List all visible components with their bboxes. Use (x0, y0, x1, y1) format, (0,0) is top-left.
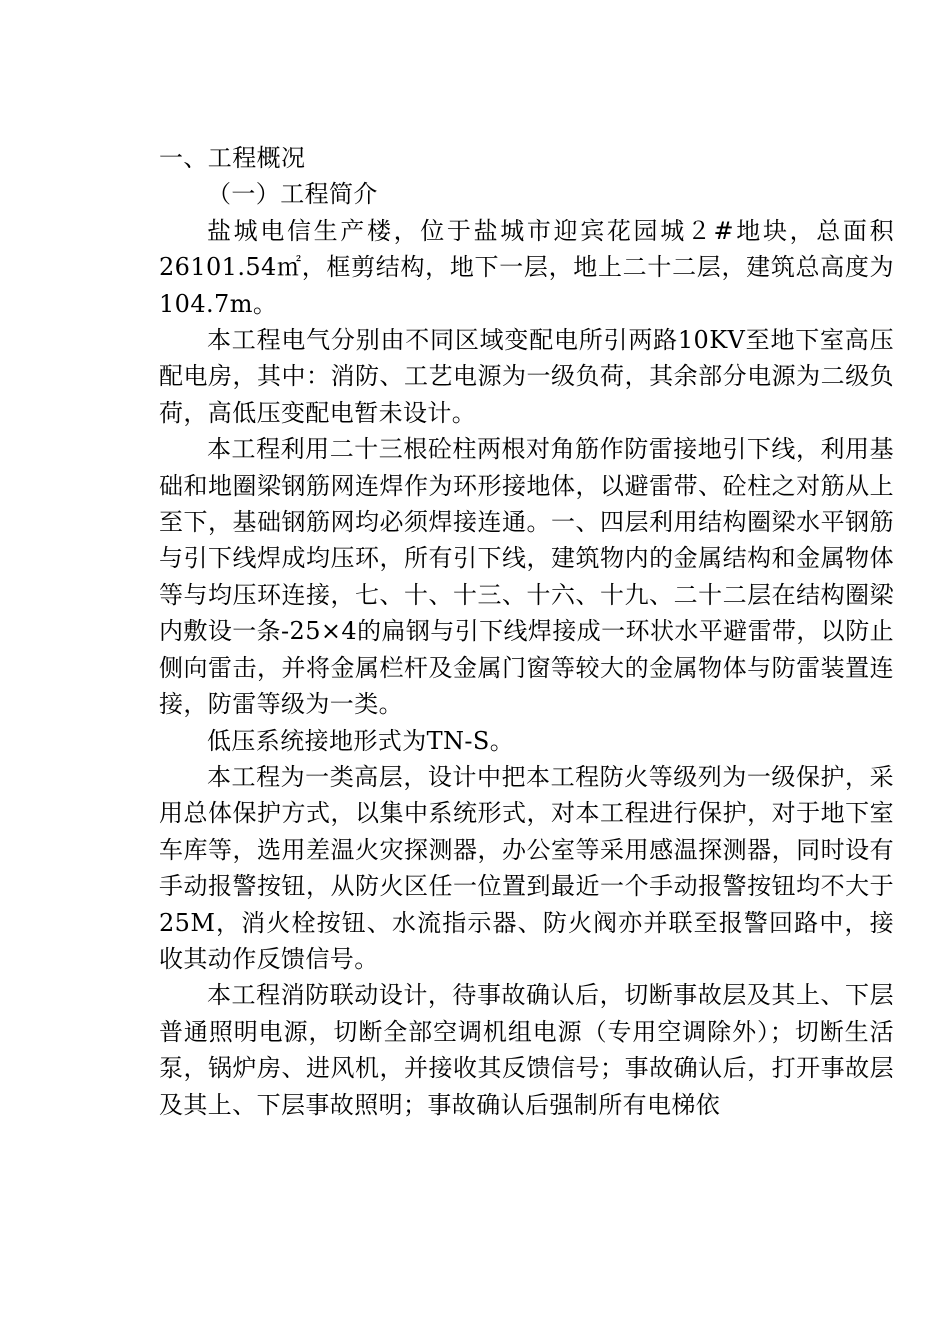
paragraph-overview: 盐城电信生产楼，位于盐城市迎宾花园城２#地块，总面积26101.54㎡，框剪结构，地下一层，地上二十二层，建筑总高度为104.7m。 (159, 216, 894, 318)
section-heading: 一、工程概况 (159, 144, 306, 172)
subsection-heading: （一）工程简介 (207, 180, 378, 209)
paragraph-fire-alarm: 本工程为一类高层，设计中把本工程防火等级列为一级保护，采用总体保护方式，以集中系统形式，对本工程进行保护，对于地下室车库等，选用差温火灾探测器，办公室等采用感温探测器，同时设有手动报警按钮，从防火区任一位置到最近一个手动报警按钮均不大于25M，消火栓按钮、水流指示器、防火阀亦并联至报警回路中，接收其动作反馈信号。 (159, 762, 894, 973)
paragraph-grounding-system: 低压系统接地形式为TN-S。 (207, 726, 515, 755)
paragraph-power-supply: 本工程电气分别由不同区域变配电所引两路10KV至地下室高压配电房，其中：消防、工艺电源为一级负荷，其余部分电源为二级负荷，高低压变配电暂未设计。 (159, 326, 894, 427)
document-body (159, 140, 894, 1123)
paragraph-lightning-protection: 本工程利用二十三根砼柱两根对角筋作防雷接地引下线，利用基础和地圈梁钢筋网连焊作为环形接地体，以避雷带、砼柱之对筋从上至下，基础钢筋网均必须焊接连通。一、四层利用结构圈梁水平钢筋与引下线焊成均压环，所有引下线，建筑物内的金属结构和金属物体等与均压环连接，七、十、十三、十六、十九、二十二层在结构圈梁内敷设一条-25×4的扁钢与引下线焊接成一环状水平避雷带，以防止侧向雷击，并将金属栏杆及金属门窗等较大的金属物体与防雷装置连接，防雷等级为一类。 (159, 435, 894, 719)
paragraph-fire-linkage: 本工程消防联动设计，待事故确认后，切断事故层及其上、下层普通照明电源，切断全部空调机组电源（专用空调除外）；切断生活泵，锅炉房、进风机，并接收其反馈信号；事故确认后，打开事故层及其上、下层事故照明；事故确认后强制所有电梯依 (159, 981, 894, 1119)
